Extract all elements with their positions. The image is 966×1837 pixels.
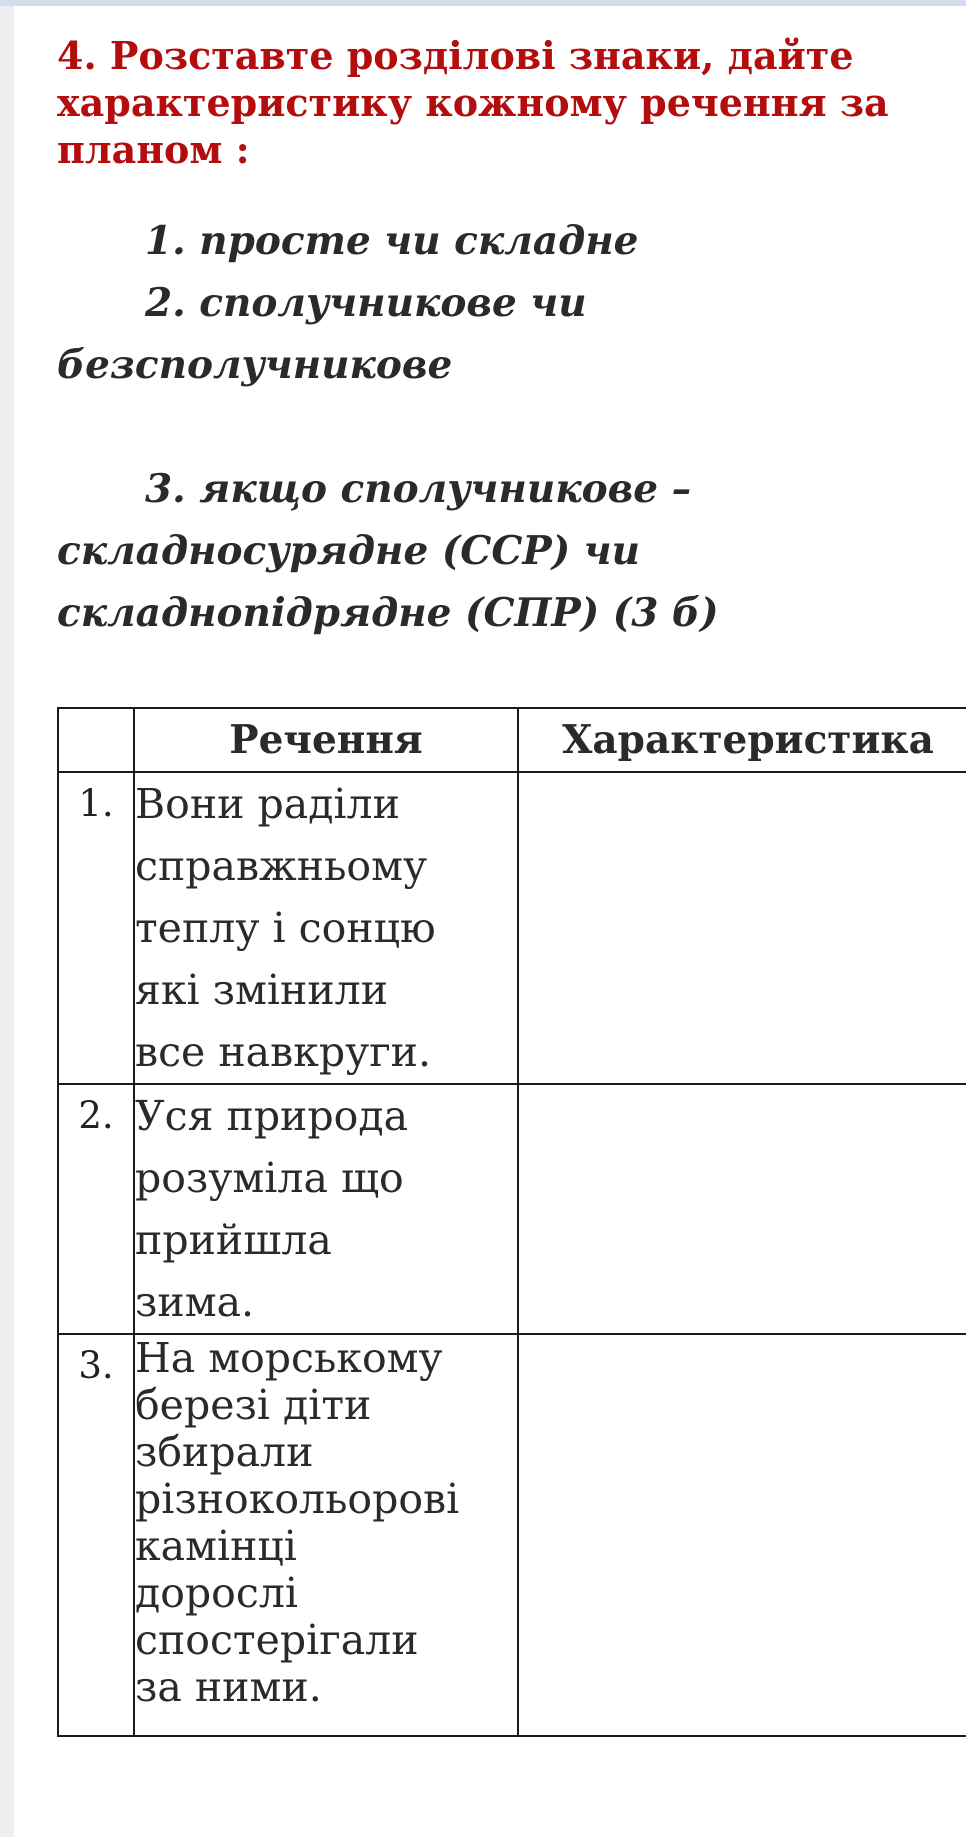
- header-characteristic: Характеристика: [518, 708, 966, 772]
- plan-item-3: 3. якщо сполучникове –: [145, 466, 692, 512]
- sentence-cell: [134, 772, 518, 1084]
- sentence-line: все навкруги.: [135, 1028, 432, 1076]
- task-title-line: 4. Розставте розділові знаки, дайте: [57, 33, 854, 78]
- sentence-line: справжньому: [135, 842, 428, 890]
- plan-item-2-continuation: безсполучникове: [57, 342, 453, 388]
- task-title-line: планом :: [57, 127, 250, 172]
- plan-item-3-continuation: складносурядне (ССР) чи: [57, 528, 640, 574]
- sentences-table: [57, 707, 966, 1737]
- table-row: [58, 1084, 966, 1334]
- header-number: [58, 708, 134, 772]
- sentence-cell: [134, 1334, 518, 1736]
- sentence-line: На морському: [135, 1334, 443, 1382]
- sentence-line: розуміла що: [135, 1154, 404, 1202]
- sentence-line: прийшла: [135, 1216, 332, 1264]
- row-number: 1.: [58, 772, 134, 1084]
- sentence-line: за ними.: [135, 1663, 322, 1711]
- sentence-line: Уся природа: [135, 1092, 409, 1140]
- sentence-line: Вони раділи: [135, 780, 400, 828]
- table-row: [58, 1334, 966, 1736]
- sentence-line: різнокольорові: [135, 1475, 460, 1523]
- sentence-line: зима.: [135, 1278, 255, 1326]
- sentence-line: дорослі: [135, 1569, 298, 1617]
- plan-list: [57, 210, 957, 644]
- sentence-line: збирали: [135, 1428, 314, 1476]
- row-number: 3.: [58, 1334, 134, 1736]
- characteristic-cell[interactable]: [518, 772, 966, 1084]
- characteristic-cell[interactable]: [518, 1084, 966, 1334]
- row-number: 2.: [58, 1084, 134, 1334]
- plan-item-2: 2. сполучникове чи: [145, 280, 587, 326]
- characteristic-cell[interactable]: [518, 1334, 966, 1736]
- header-sentence: Речення: [134, 708, 518, 772]
- sentence-line: які змінили: [135, 966, 389, 1014]
- sentence-line: камінці: [135, 1522, 297, 1570]
- plan-item-1: 1. просте чи складне: [145, 218, 639, 264]
- table-header-row: [58, 708, 966, 772]
- task-title: [57, 32, 957, 173]
- table-row: [58, 772, 966, 1084]
- sentence-line: спостерігали: [135, 1616, 419, 1664]
- task-title-line: характеристику кожному речення за: [57, 80, 889, 125]
- sentence-line: теплу і сонцю: [135, 904, 436, 952]
- sentence-line: березі діти: [135, 1381, 372, 1429]
- plan-item-3-continuation: складнопідрядне (СПР) (3 б): [57, 590, 719, 636]
- sentence-cell: [134, 1084, 518, 1334]
